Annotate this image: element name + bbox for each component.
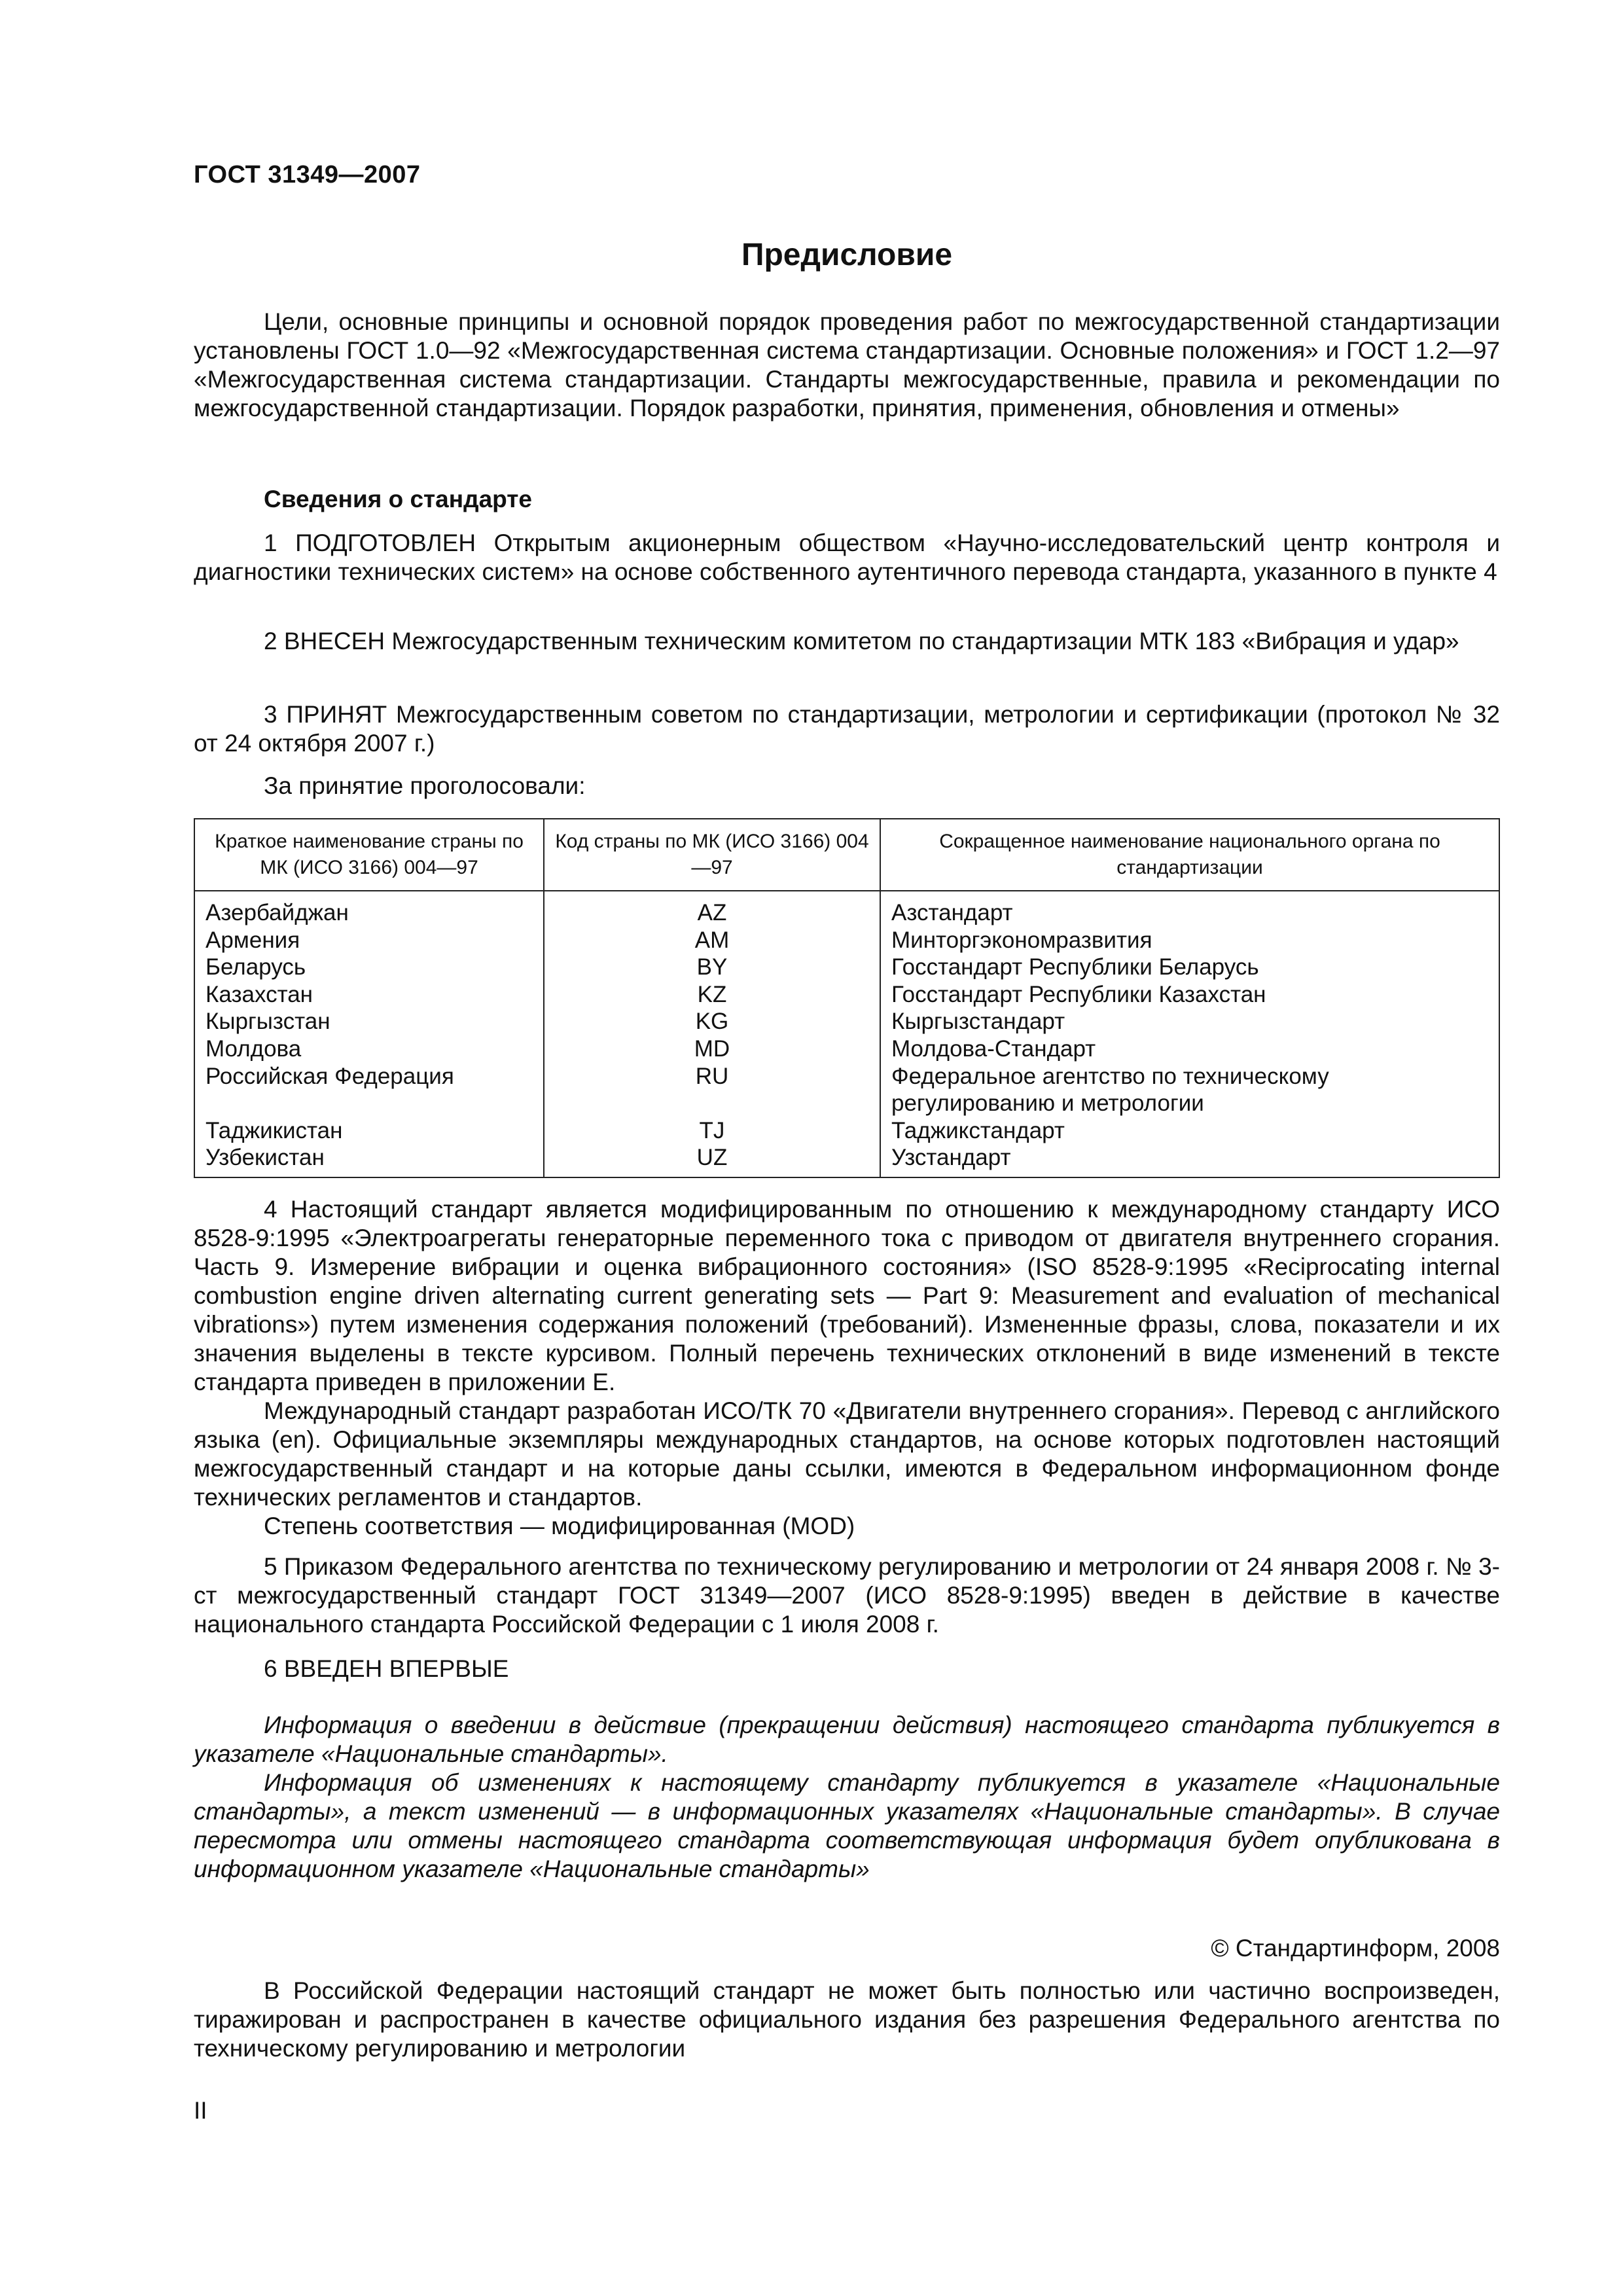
code-cell: KG: [544, 1008, 880, 1035]
country-cell: Казахстан: [194, 981, 544, 1009]
body-cell: Узстандарт: [880, 1144, 1499, 1177]
body-cell: Таджикстандарт: [880, 1117, 1499, 1145]
code-cell: UZ: [544, 1144, 880, 1177]
item-2: 2 ВНЕСЕН Межгосударственным техническим комитетом по стандартизации МТК 183 «Вибрация и удар»: [264, 628, 1459, 655]
copyright: © Стандартинформ, 2008: [1211, 1935, 1500, 1962]
body-cell: Молдова-Стандарт: [880, 1035, 1499, 1063]
voting-table: [194, 818, 1500, 1178]
table-row: [194, 891, 1499, 927]
body-cell: Госстандарт Республики Беларусь: [880, 954, 1499, 981]
country-cell: Российская Федерация: [194, 1063, 544, 1117]
table-row: [194, 954, 1499, 981]
page-title: Предисловие: [741, 238, 953, 272]
note-introduction: Информация о введении в действие (прекращении действия) настоящего стандарта публикуется в указателе «Национальные стандарты».: [194, 1712, 1500, 1767]
column-header-body: Сокращенное наименование национального органа по стандартизации: [880, 819, 1499, 891]
table-header-row: [194, 819, 1499, 891]
country-cell: Армения: [194, 927, 544, 954]
code-cell: AZ: [544, 891, 880, 927]
item-1: 1 ПОДГОТОВЛЕН Открытым акционерным обществом «Научно-исследовательский центр контроля и диагностики технических систем» на основе собственного аутентичного перевода стандарта, указанного в пункте 4: [194, 529, 1500, 585]
page-number: II: [194, 2097, 207, 2124]
body-cell: Федеральное агентство по техническому регулированию и метрологии: [880, 1063, 1499, 1117]
table-row: [194, 1117, 1499, 1145]
item-4-paragraph-3: Степень соответствия — модифицированная (MOD): [264, 1513, 855, 1539]
country-cell: Кыргызстан: [194, 1008, 544, 1035]
table-row: [194, 1063, 1499, 1117]
table-row: [194, 1144, 1499, 1177]
body-cell: Азстандарт: [880, 891, 1499, 927]
code-cell: KZ: [544, 981, 880, 1009]
table-row: [194, 927, 1499, 954]
vote-label: За принятие проголосовали:: [264, 772, 586, 799]
reproduction-notice: В Российской Федерации настоящий стандарт не может быть полностью или частично воспроизведен, тиражирован и распространен в качестве официального издания без разрешения Федерального агентства по техническому регулированию и метрологии: [194, 1977, 1500, 2062]
intro-paragraph: Цели, основные принципы и основной порядок проведения работ по межгосударственной стандартизации установлены ГОСТ 1.0—92 «Межгосударственная система стандартизации. Основные положения» и ГОСТ 1.2—97 «Межгосударственная система стандартизации. Стандарты межгосударственные, правила и рекомендации по межгосударственной стандартизации. Порядок разработки, принятия, применения, обновления и отмены»: [194, 308, 1500, 422]
code-cell: BY: [544, 954, 880, 981]
code-cell: MD: [544, 1035, 880, 1063]
country-cell: Молдова: [194, 1035, 544, 1063]
section-heading: Сведения о стандарте: [264, 486, 532, 512]
body-cell: Минторгэкономразвития: [880, 927, 1499, 954]
body-cell: Кыргызстандарт: [880, 1008, 1499, 1035]
table-row: [194, 1035, 1499, 1063]
item-4-paragraph-2: Международный стандарт разработан ИСО/ТК 70 «Двигатели внутреннего сгорания». Перевод с английского языка (en). Официальные экземпляры международных стандартов, на основе которых подготовлен настоящий межгосударственный стандарт и на которые даны ссылки, имеются в Федеральном информационном фонде технических регламентов и стандартов.: [194, 1397, 1500, 1511]
column-header-country: Краткое наименование страны по МК (ИСО 3166) 004—97: [194, 819, 544, 891]
code-cell: TJ: [544, 1117, 880, 1145]
document-code: ГОСТ 31349—2007: [194, 161, 421, 188]
body-cell: Госстандарт Республики Казахстан: [880, 981, 1499, 1009]
country-cell: Узбекистан: [194, 1144, 544, 1177]
item-3: 3 ПРИНЯТ Межгосударственным советом по стандартизации, метрологии и сертификации (протокол № 32 от 24 октября 2007 г.): [194, 701, 1500, 757]
code-cell: AM: [544, 927, 880, 954]
country-cell: Беларусь: [194, 954, 544, 981]
item-5: 5 Приказом Федерального агентства по техническому регулированию и метрологии от 24 января 2008 г. № 3-ст межгосударственный стандарт ГОСТ 31349—2007 (ИСО 8528-9:1995) введен в действие в качестве национального стандарта Российской Федерации с 1 июля 2008 г.: [194, 1553, 1500, 1638]
item-6: 6 ВВЕДЕН ВПЕРВЫЕ: [264, 1655, 509, 1682]
country-cell: Таджикистан: [194, 1117, 544, 1145]
table-row: [194, 1008, 1499, 1035]
country-cell: Азербайджан: [194, 891, 544, 927]
table-row: [194, 981, 1499, 1009]
column-header-code: Код страны по МК (ИСО 3166) 004—97: [544, 819, 880, 891]
note-changes: Информация об изменениях к настоящему стандарту публикуется в указателе «Национальные стандарты», а текст изменений — в информационных указателях «Национальные стандарты». В случае пересмотра или отмены настоящего стандарта соответствующая информация будет опубликована в информационном указателе «Национальные стандарты»: [194, 1769, 1500, 1882]
code-cell: RU: [544, 1063, 880, 1117]
item-4: 4 Настоящий стандарт является модифицированным по отношению к международному стандарту ИСО 8528-9:1995 «Электроагрегаты генераторные переменного тока с приводом от двигателя внутреннего сгорания. Часть 9. Измерение вибрации и оценка вибрационного состояния» (ISO 8528-9:1995 «Reciprocating internal combustion engine driven alternating current generating sets — Part 9: Measurement and evaluation of mechanical vibrations») путем изменения содержания положений (требований). Измененные фразы, слова, показатели и их значения выделены в тексте курсивом. Полный перечень технических отклонений в виде изменений в тексте стандарта приведен в приложении Е.: [194, 1196, 1500, 1395]
